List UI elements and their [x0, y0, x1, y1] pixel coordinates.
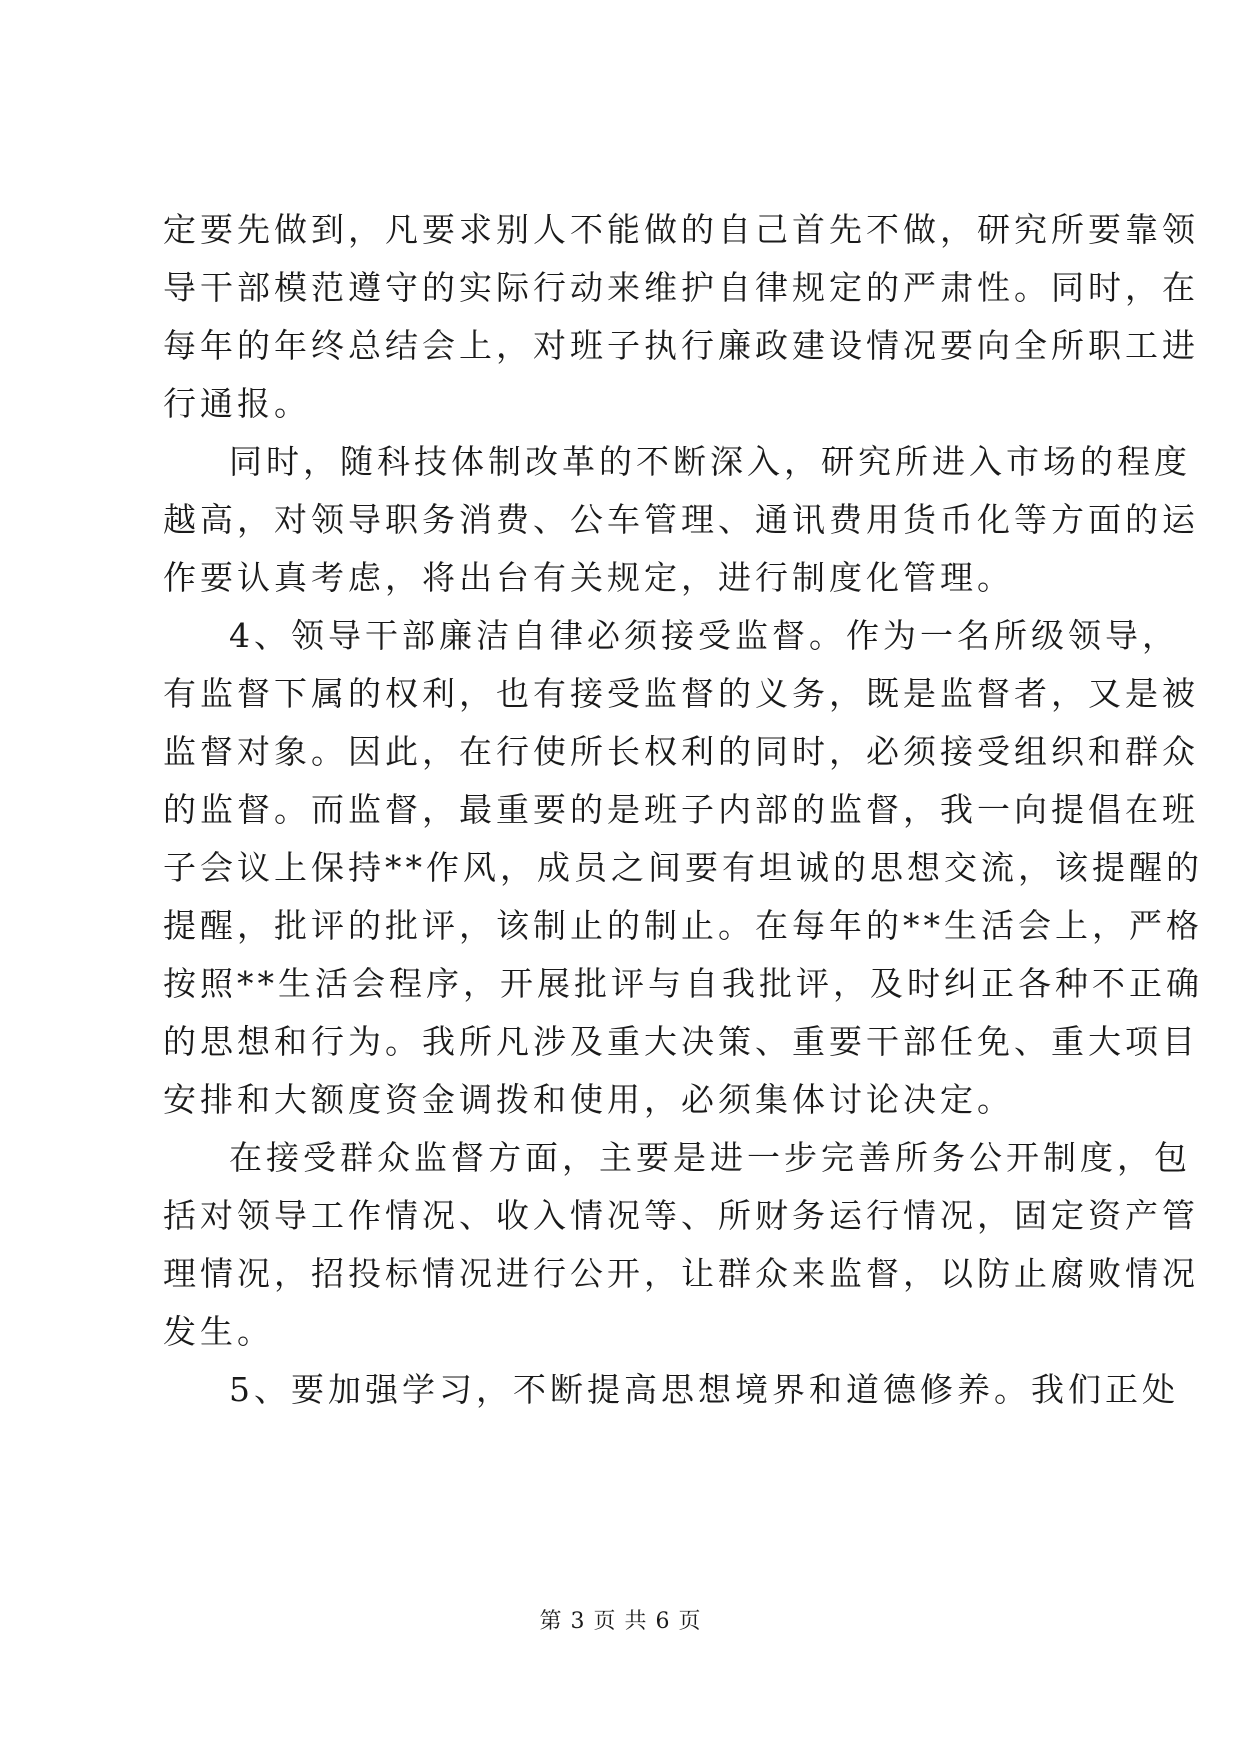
- text-line: 每年的年终总结会上，对班子执行廉政建设情况要向全所职工进: [163, 326, 1199, 365]
- paragraph-first-line: 在接受群众监督方面，主要是进一步完善所务公开制度，包: [229, 1138, 1191, 1177]
- text-line: 括对领导工作情况、收入情况等、所财务运行情况，固定资产管: [163, 1196, 1199, 1235]
- text-line: 的思想和行为。我所凡涉及重大决策、重要干部任免、重大项目: [163, 1022, 1199, 1061]
- page-number-footer: 第 3 页 共 6 页: [539, 1609, 702, 1634]
- text-line: 导干部模范遵守的实际行动来维护自律规定的严肃性。同时，在: [163, 268, 1199, 307]
- text-line: 子会议上保持**作风，成员之间要有坦诚的思想交流，该提醒的: [163, 848, 1203, 887]
- text-line: 行通报。: [163, 384, 311, 423]
- text-line: 发生。: [163, 1312, 274, 1351]
- text-line: 理情况，招投标情况进行公开，让群众来监督，以防止腐败情况: [163, 1254, 1199, 1293]
- text-line: 作要认真考虑，将出台有关规定，进行制度化管理。: [163, 558, 1014, 597]
- text-line: 越高，对领导职务消费、公车管理、通讯费用货币化等方面的运: [163, 500, 1199, 539]
- text-line: 按照**生活会程序，开展批评与自我批评，及时纠正各种不正确: [163, 964, 1203, 1003]
- text-line: 提醒，批评的批评，该制止的制止。在每年的**生活会上，严格: [163, 906, 1203, 945]
- text-line: 的监督。而监督，最重要的是班子内部的监督，我一向提倡在班: [163, 790, 1199, 829]
- text-line: 有监督下属的权利，也有接受监督的义务，既是监督者，又是被: [163, 674, 1199, 713]
- paragraph-first-line: 4、领导干部廉洁自律必须接受监督。作为一名所级领导，: [229, 616, 1179, 655]
- text-line: 定要先做到，凡要求别人不能做的自己首先不做，研究所要靠领: [163, 210, 1199, 249]
- text-line: 安排和大额度资金调拨和使用，必须集体讨论决定。: [163, 1080, 1014, 1119]
- text-line: 监督对象。因此，在行使所长权利的同时，必须接受组织和群众: [163, 732, 1199, 771]
- paragraph-first-line: 5、要加强学习，不断提高思想境界和道德修养。我们正处: [229, 1370, 1179, 1409]
- paragraph-first-line: 同时，随科技体制改革的不断深入，研究所进入市场的程度: [229, 442, 1191, 481]
